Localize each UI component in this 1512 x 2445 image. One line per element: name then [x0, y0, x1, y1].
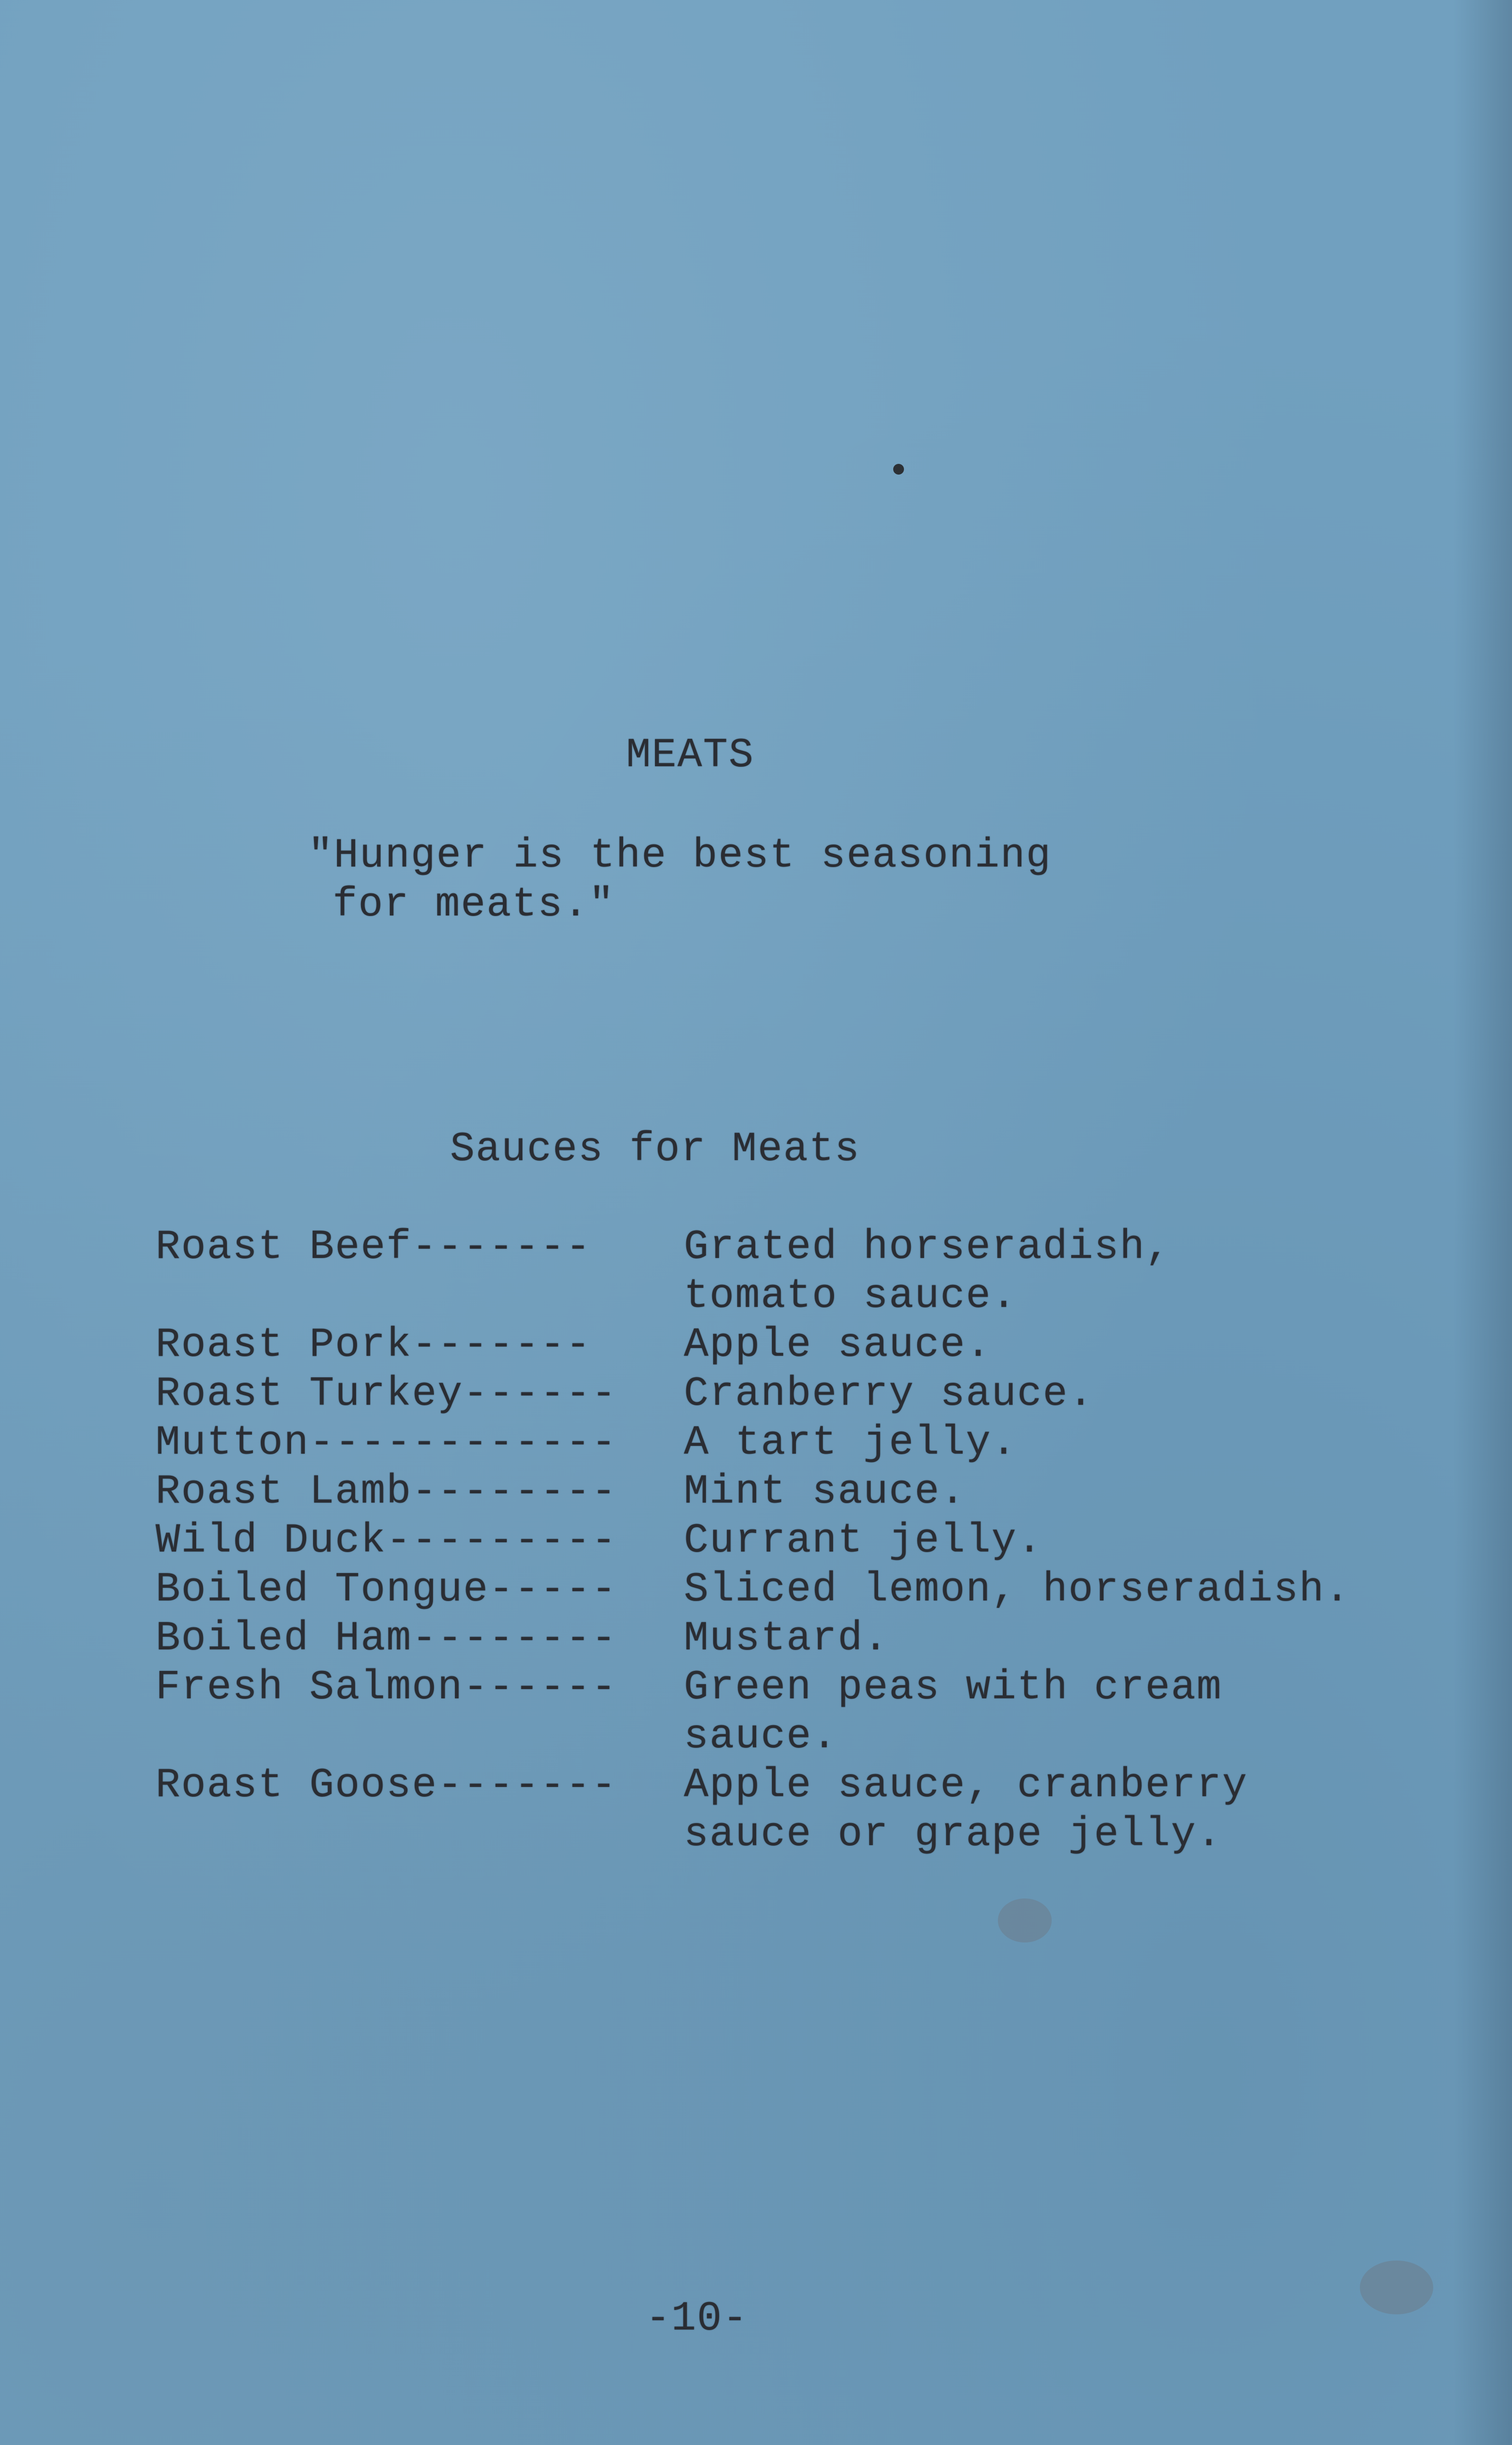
meat-name: Boiled Tongue----- — [156, 1567, 617, 1613]
page-heading: MEATS — [626, 732, 755, 779]
sauce-name: Currant jelly. — [684, 1518, 1043, 1564]
meat-name: Roast Lamb-------- — [156, 1469, 617, 1515]
sauce-name: Green peas with cream — [684, 1665, 1222, 1711]
sauce-name: Grated horseradish, — [684, 1224, 1171, 1271]
meat-name: Roast Pork------- — [156, 1322, 591, 1369]
sauce-name: sauce or grape jelly. — [684, 1811, 1222, 1858]
page-number: -10- — [646, 2296, 748, 2342]
sauce-name: Mint sauce. — [684, 1469, 966, 1515]
epigraph-line-1: "Hunger is the best seasoning — [308, 833, 1052, 879]
meat-name: Mutton------------ — [156, 1420, 617, 1466]
section-subheading: Sauces for Meats — [450, 1126, 860, 1173]
meat-name: Wild Duck--------- — [156, 1518, 617, 1564]
sauce-name: Apple sauce. — [684, 1322, 992, 1369]
sauce-name: sauce. — [684, 1714, 838, 1760]
sauce-name: Mustard. — [684, 1616, 889, 1662]
meat-name: Roast Beef------- — [156, 1224, 591, 1271]
page-edge-shadow — [1453, 0, 1512, 2445]
meat-name: Roast Turkey------ — [156, 1371, 617, 1417]
meat-name: Roast Goose------- — [156, 1762, 617, 1809]
sauce-name: Apple sauce, cranberry — [684, 1762, 1248, 1809]
epigraph-line-2: for meats." — [333, 882, 615, 928]
ink-speck — [893, 464, 904, 475]
sauce-name: tomato sauce. — [684, 1273, 1017, 1320]
paper-stain — [998, 1898, 1052, 1942]
sauce-name: A tart jelly. — [684, 1420, 1017, 1466]
meat-name: Boiled Ham-------- — [156, 1616, 617, 1662]
sauce-name: Cranberry sauce. — [684, 1371, 1094, 1417]
sauce-name: Sliced lemon, horseradish. — [684, 1567, 1351, 1613]
paper-stain — [1360, 2261, 1433, 2314]
meat-name: Fresh Salmon------ — [156, 1665, 617, 1711]
